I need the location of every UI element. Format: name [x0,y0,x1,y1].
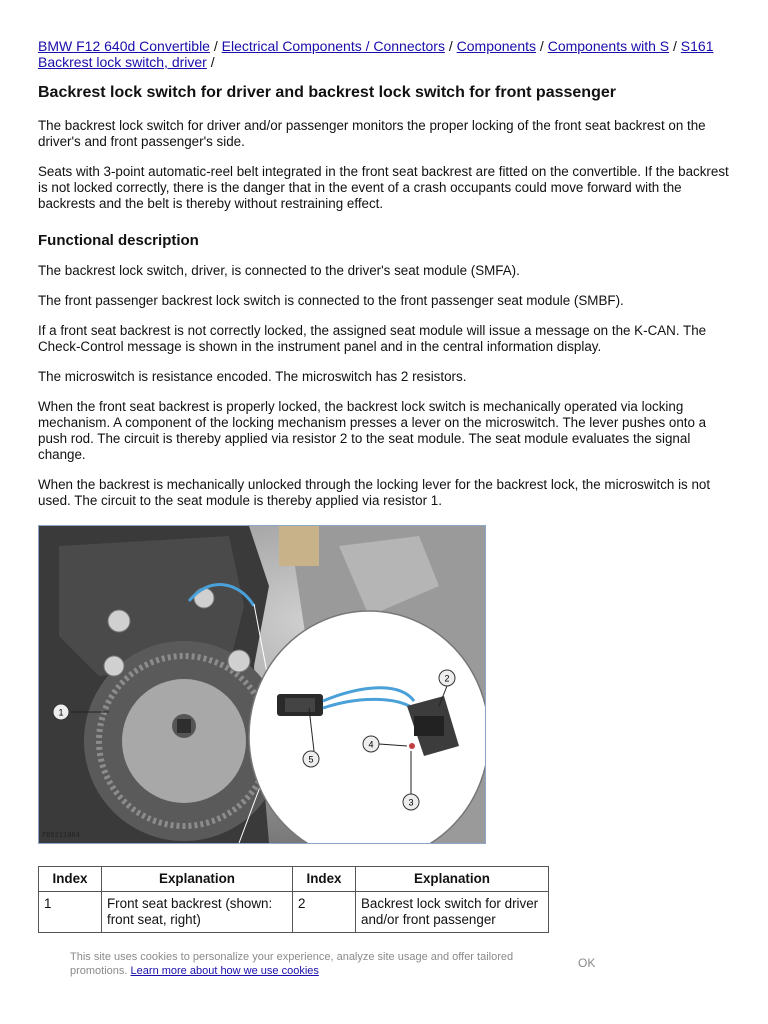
callout-3 [403,794,419,810]
breadcrumb-separator: / [539,38,548,54]
cookie-message: This site uses cookies to personalize your experience, analyze site usage and offer tailored promotions. [70,951,514,977]
cookie-text-block [70,950,540,978]
svg-text:4: 4 [368,739,374,750]
body-paragraph: When the backrest is mechanically unlocked through the locking lever for the backrest lock, the microswitch is not used. The circuit to the seat module is thereby applied via resistor 1. [38,477,711,508]
table-cell: Front seat backrest (shown: front seat, right) [102,892,293,933]
section-heading: Functional description [38,232,199,249]
svg-text:5: 5 [308,754,314,765]
svg-text:3: 3 [408,797,414,808]
cookie-ok-button[interactable]: OK [578,956,596,970]
legend-header-row [39,867,549,892]
component-photo [38,525,486,844]
table-cell: Backrest lock switch for driver and/or front passenger [356,892,549,933]
article-content [38,38,738,933]
header-explanation: Explanation [356,867,549,892]
body-paragraph: The backrest lock switch, driver, is connected to the driver's seat module (SMFA). [38,263,520,278]
header-index: Index [293,867,356,892]
header-explanation: Explanation [102,867,293,892]
header-index: Index [39,867,102,892]
cookie-learn-more-link[interactable]: Learn more about how we use cookies [130,965,319,977]
legend-table [38,866,549,933]
callout-2 [439,670,455,686]
breadcrumb-separator: / [448,38,457,54]
figure-code: FB5211064 [42,832,80,840]
breadcrumb [38,38,738,70]
breadcrumb-separator: / [210,54,215,70]
table-cell: 1 [39,892,102,933]
breadcrumb-link-electrical[interactable]: Electrical Components / Connectors [221,38,445,54]
breadcrumb-separator: / [213,38,222,54]
table-cell: 2 [293,892,356,933]
callout-1 [53,704,69,720]
body-paragraph: The front passenger backrest lock switch is connected to the front passenger seat module (SMBF). [38,293,624,308]
svg-text:2: 2 [444,673,450,684]
breadcrumb-link-components-s[interactable]: Components with S [547,38,670,54]
intro-paragraph: Seats with 3-point automatic-reel belt integrated in the front seat backrest are fitted on the convertible. If the backrest is not locked correctly, there is the danger that in the event of a crash occupants could move forward with the backrests and the belt is thereby without restraining effect. [38,164,729,211]
table-row [39,892,549,933]
seat-mechanism-illustration [39,526,485,843]
breadcrumb-separator: / [673,38,681,54]
cookie-banner [0,938,768,1024]
breadcrumb-link-current[interactable]: Backrest lock switch, driver [38,54,207,70]
body-paragraph: The microswitch is resistance encoded. The microswitch has 2 resistors. [38,369,467,384]
body-paragraph: When the front seat backrest is properly locked, the backrest lock switch is mechanically operated via locking mechanism. A component of the locking mechanism presses a lever on the microswitch. The lever pushes onto a push rod. The circuit is thereby applied via resistor 2 to the seat module. The seat module evaluates the signal change. [38,399,707,462]
callout-4 [363,736,379,752]
breadcrumb-link-s161[interactable]: S161 [680,38,714,54]
svg-text:1: 1 [58,707,64,718]
callout-5 [303,751,319,767]
page-title: Backrest lock switch for driver and backrest lock switch for front passenger [38,84,616,101]
breadcrumb-link-model[interactable]: BMW F12 640d Convertible [38,38,210,54]
intro-paragraph: The backrest lock switch for driver and/or passenger monitors the proper locking of the front seat backrest on the driver's and front passenger's side. [38,118,706,149]
breadcrumb-link-components[interactable]: Components [456,38,537,54]
body-paragraph: If a front seat backrest is not correctly locked, the assigned seat module will issue a message on the K-CAN. The Check-Control message is shown in the instrument panel and in the central information display. [38,323,707,354]
